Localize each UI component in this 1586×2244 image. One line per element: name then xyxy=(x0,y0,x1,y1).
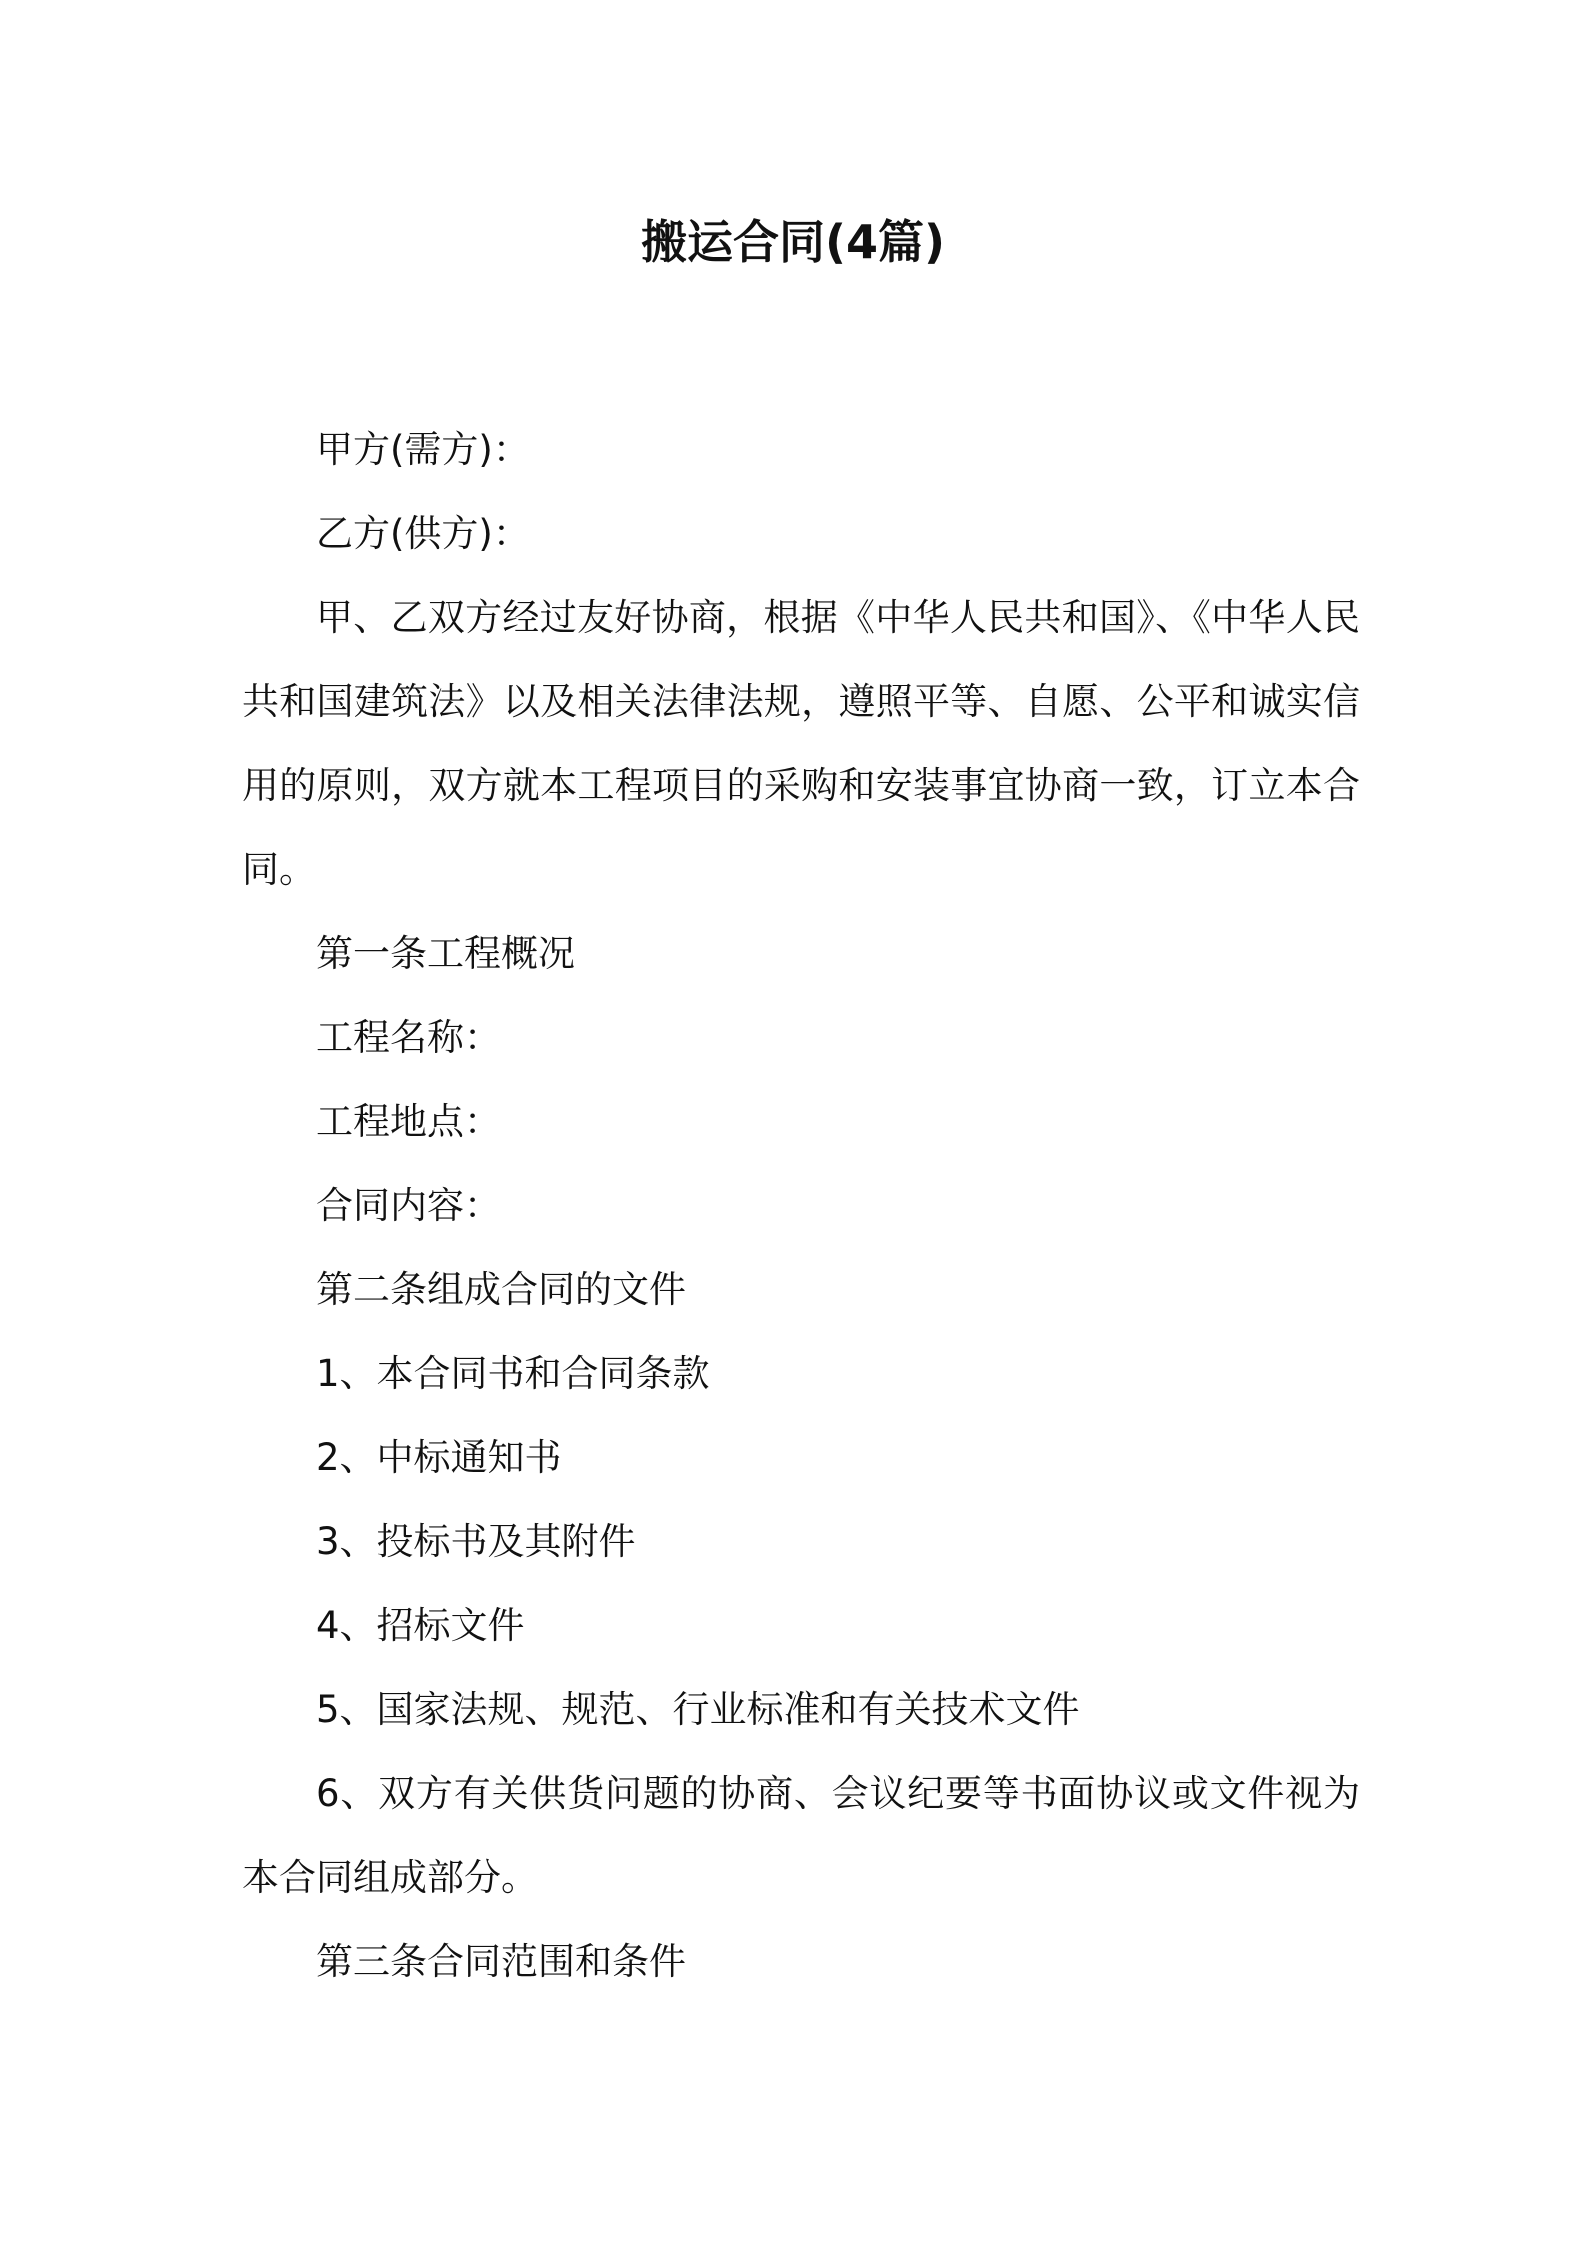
article-2-heading: 第二条组成合同的文件 xyxy=(316,1268,686,1311)
party-b-line: 乙方(供方)： xyxy=(316,512,530,555)
article-3-heading: 第三条合同范围和条件 xyxy=(316,1940,686,1983)
contract-content-line: 合同内容： xyxy=(316,1184,501,1227)
project-name-line: 工程名称： xyxy=(316,1016,501,1059)
project-location-line: 工程地点： xyxy=(316,1100,501,1143)
list-item: 2、中标通知书 xyxy=(316,1436,562,1479)
list-item: 1、本合同书和合同条款 xyxy=(316,1352,710,1395)
preamble-paragraph: 甲、乙双方经过友好协商，根据《中华人民共和国》、《中华人民共和国建筑法》以及相关法律法规，遵照平等、自愿、公平和诚实信用的原则，双方就本工程项目的采购和安装事宜协商一致，订立本合同。 xyxy=(242,596,1360,891)
article-1-heading: 第一条工程概况 xyxy=(316,932,575,975)
list-item: 3、投标书及其附件 xyxy=(316,1520,636,1563)
list-item: 4、招标文件 xyxy=(316,1604,525,1647)
document-title: 搬运合同(4篇) xyxy=(640,215,946,269)
party-a-line: 甲方(需方)： xyxy=(316,428,530,471)
list-item: 5、国家法规、规范、行业标准和有关技术文件 xyxy=(316,1688,1080,1731)
document-body xyxy=(242,408,1360,2004)
list-item: 6、双方有关供货问题的协商、会议纪要等书面协议或文件视为本合同组成部分。 xyxy=(242,1772,1360,1899)
